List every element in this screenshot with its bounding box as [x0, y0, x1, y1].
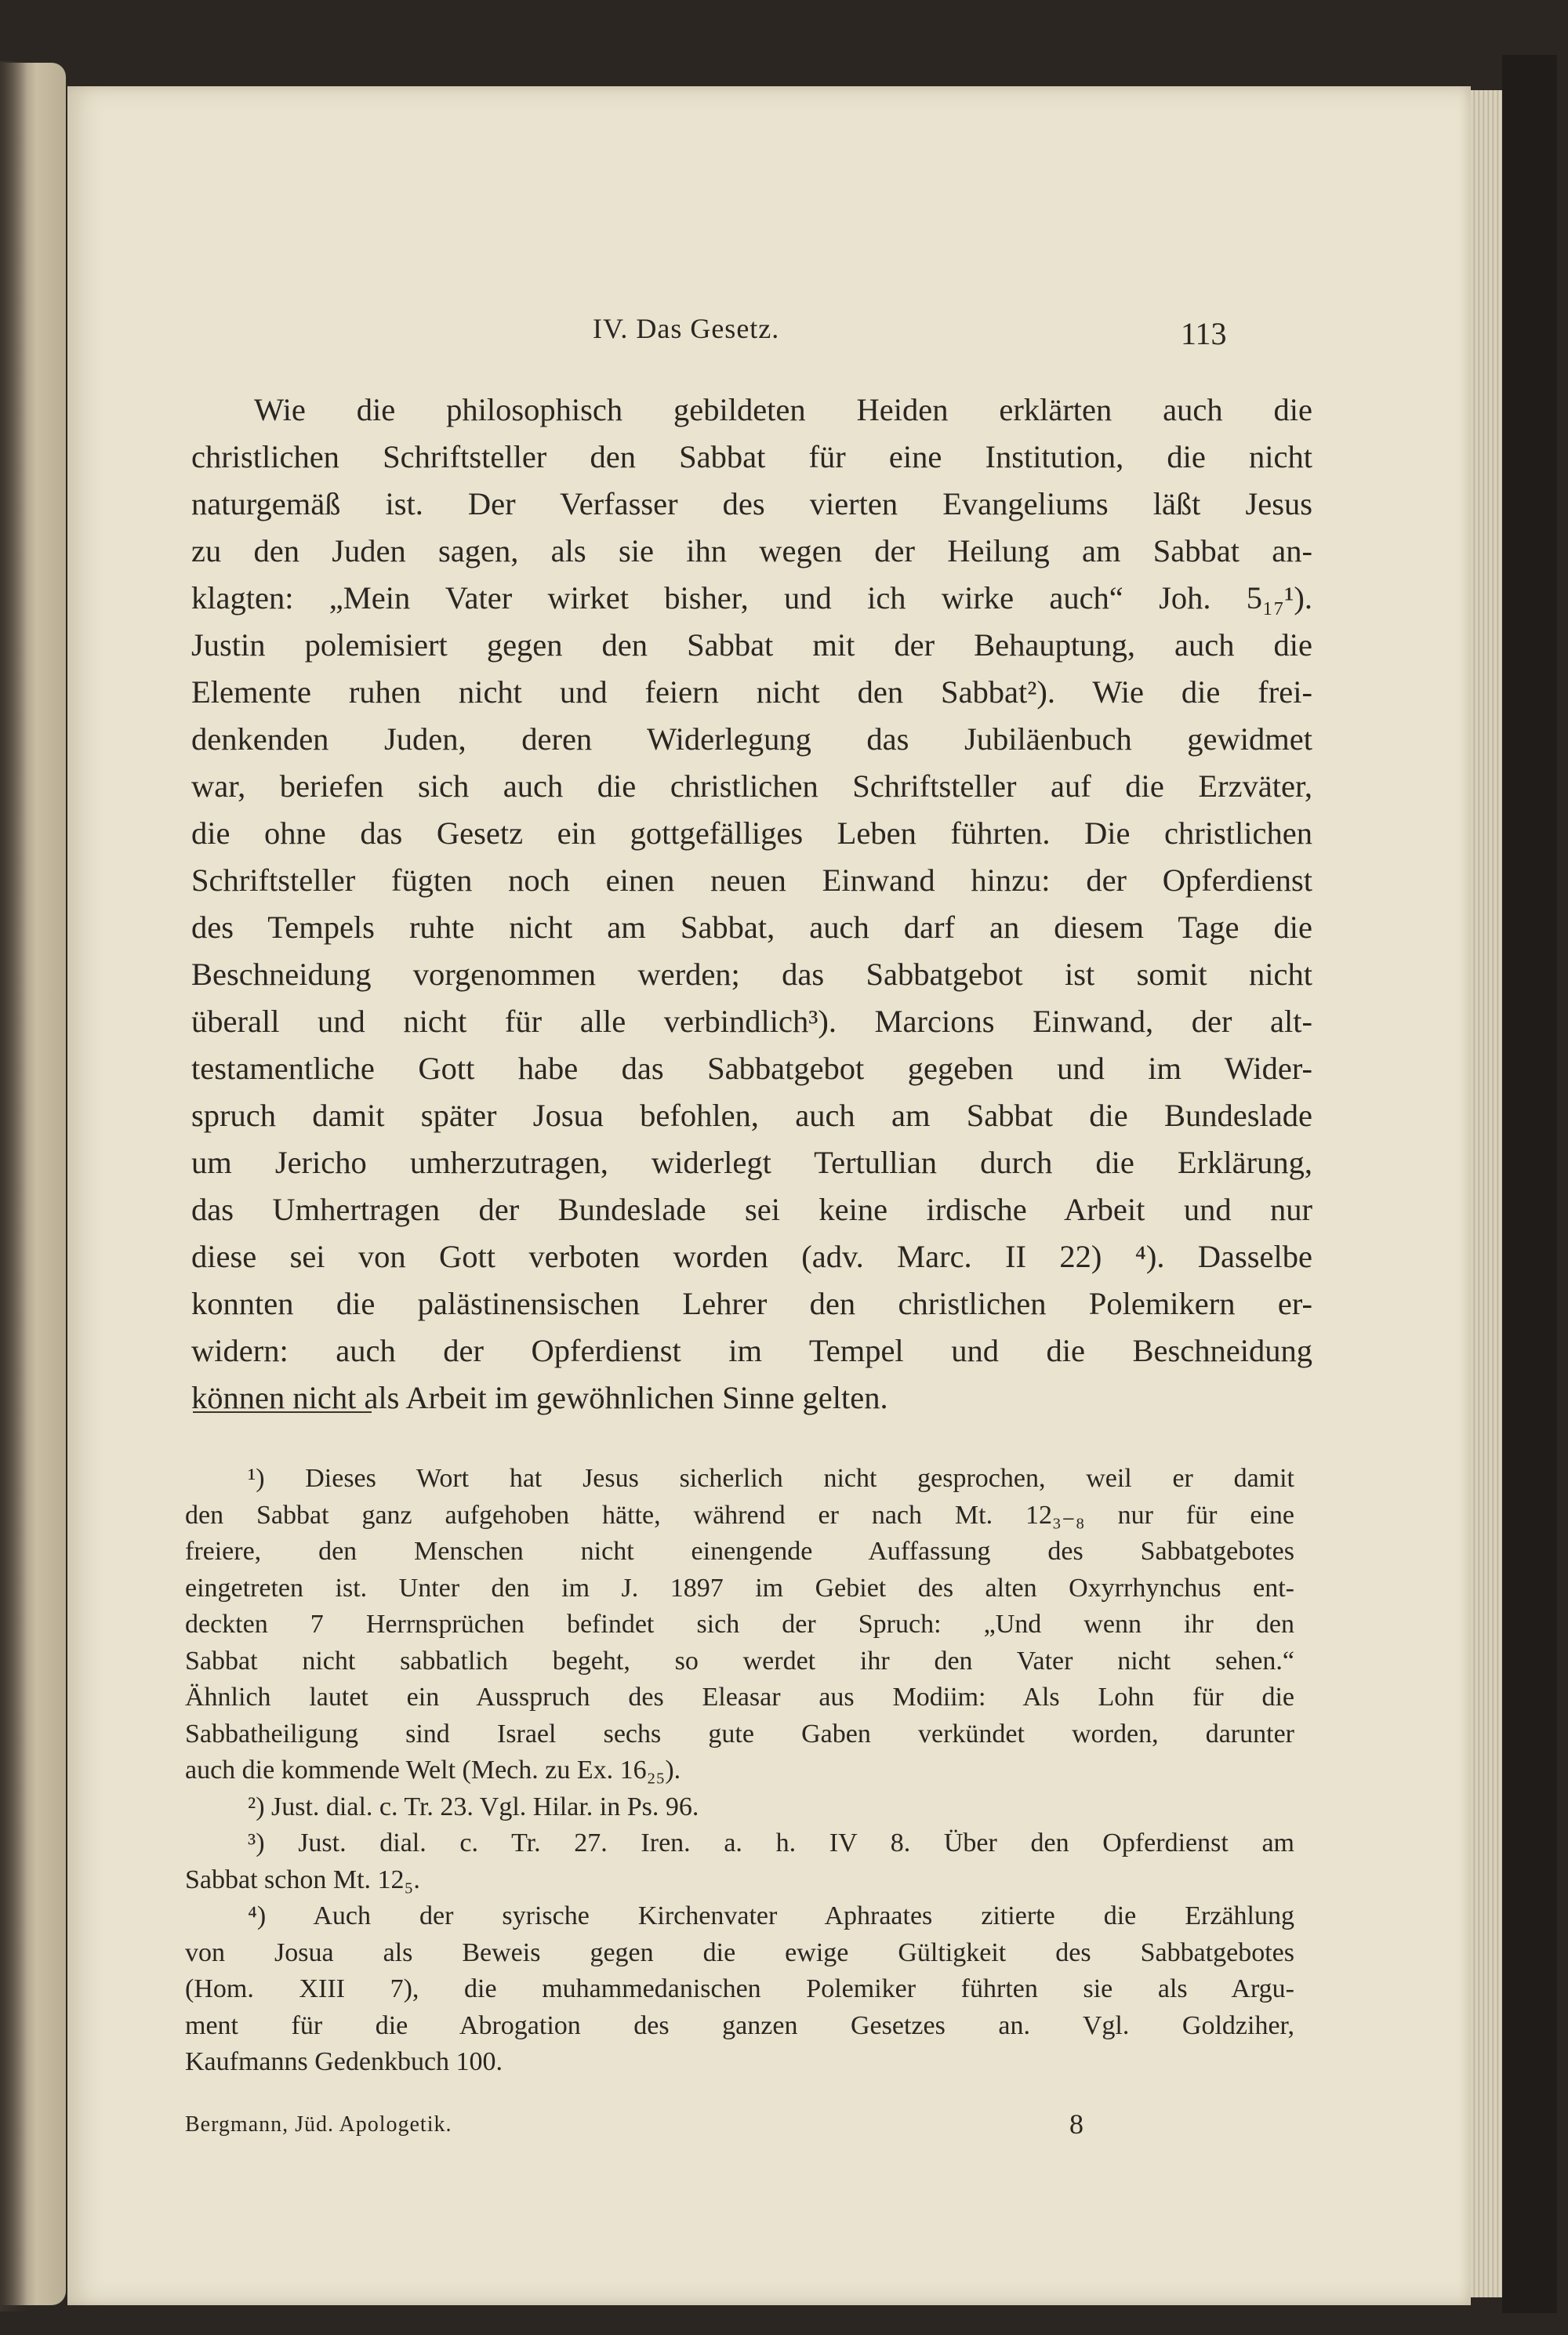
main-text: [191, 387, 1312, 1422]
text-line: christlichen Schriftsteller den Sabbat für eine Institution, die nicht: [191, 439, 1312, 474]
text-line: diese sei von Gott verboten worden (adv. Marc. II 22) ⁴). Dasselbe: [191, 1239, 1312, 1274]
footnote-line: ²) Just. dial. c. Tr. 23. Vgl. Hilar. in Ps. 96.: [248, 1792, 699, 1821]
signature-mark: 8: [1069, 2108, 1083, 2140]
text-line: zu den Juden sagen, als sie ihn wegen der Heilung am Sabbat an-: [191, 533, 1312, 568]
text-line: testamentliche Gott habe das Sabbatgebot gegeben und im Wider-: [191, 1051, 1312, 1086]
book-gutter: [0, 61, 67, 2311]
footer-author-title: Bergmann, Jüd. Apologetik.: [185, 2112, 452, 2137]
page-stack-edge: [1471, 90, 1502, 2297]
footnote-line: Sabbatheiligung sind Israel sechs gute Gaben verkündet worden, darunter: [185, 1719, 1294, 1749]
text-line: spruch damit später Josua befohlen, auch am Sabbat die Bundeslade: [191, 1098, 1312, 1133]
footnote-line: Ähnlich lautet ein Ausspruch des Eleasar aus Modiim: Als Lohn für die: [185, 1683, 1294, 1712]
footnote-line: auch die kommende Welt (Mech. zu Ex. 16₂₅).: [185, 1756, 681, 1785]
text-line: des Tempels ruhte nicht am Sabbat, auch darf an diesem Tage die: [191, 910, 1312, 945]
footnote-line: Kaufmanns Gedenkbuch 100.: [185, 2047, 503, 2076]
text-line: überall und nicht für alle verbindlich³). Marcions Einwand, der alt-: [191, 1004, 1312, 1039]
footnote-line: Sabbat nicht sabbatlich begeht, so werdet ihr den Vater nicht sehen.“: [185, 1646, 1294, 1676]
text-line: klagten: „Mein Vater wirket bisher, und ich wirke auch“ Joh. 5₁₇¹).: [191, 580, 1312, 616]
text-line: naturgemäß ist. Der Verfasser des vierten Evangeliums läßt Jesus: [191, 486, 1312, 521]
book-page: [67, 86, 1471, 2305]
footnote-divider: [193, 1411, 372, 1413]
text-line: widern: auch der Opferdienst im Tempel und die Beschneidung: [191, 1333, 1312, 1368]
text-line: Justin polemisiert gegen den Sabbat mit der Behauptung, auch die: [191, 627, 1312, 663]
text-line: um Jericho umherzutragen, widerlegt Tertullian durch die Erklärung,: [191, 1145, 1312, 1180]
footnote-line: eingetreten ist. Unter den im J. 1897 im Gebiet des alten Oxyrrhynchus ent-: [185, 1573, 1294, 1603]
footnote-line: ¹) Dieses Wort hat Jesus sicherlich nicht gesprochen, weil er damit: [248, 1464, 1294, 1493]
book-cover-edge: [1502, 55, 1557, 2313]
text-line: denkenden Juden, deren Widerlegung das Jubiläenbuch gewidmet: [191, 721, 1312, 757]
footnote-line: freiere, den Menschen nicht einengende Auffassung des Sabbatgebotes: [185, 1537, 1294, 1566]
footnote-line: Sabbat schon Mt. 12₅.: [185, 1865, 420, 1894]
footnote-line: von Josua als Beweis gegen die ewige Gültigkeit des Sabbatgebotes: [185, 1937, 1294, 1967]
text-line: die ohne das Gesetz ein gottgefälliges Leben führten. Die christlichen: [191, 815, 1312, 851]
text-line: Wie die philosophisch gebildeten Heiden erklärten auch die: [254, 392, 1312, 427]
footnote-line: deckten 7 Herrnsprüchen befindet sich der Spruch: „Und wenn ihr den: [185, 1610, 1294, 1639]
footnote-line: ⁴) Auch der syrische Kirchenvater Aphraates zitierte die Erzählung: [248, 1901, 1294, 1930]
text-line: können nicht als Arbeit im gewöhnlichen Sinne gelten.: [191, 1380, 888, 1415]
footnote-line: ment für die Abrogation des ganzen Gesetzes an. Vgl. Goldziher,: [185, 2010, 1294, 2040]
footnote-line: (Hom. XIII 7), die muhammedanischen Polemiker führten sie als Argu-: [185, 1974, 1294, 2003]
footnote-line: ³) Just. dial. c. Tr. 27. Iren. a. h. IV 8. Über den Opferdienst am: [248, 1828, 1294, 1857]
text-line: Elemente ruhen nicht und feiern nicht den Sabbat²). Wie die frei-: [191, 674, 1312, 710]
text-line: Schriftsteller fügten noch einen neuen Einwand hinzu: der Opferdienst: [191, 862, 1312, 898]
page-number: 113: [1181, 316, 1227, 351]
footnotes: [185, 1461, 1294, 2081]
footnote-line: den Sabbat ganz aufgehoben hätte, während er nach Mt. 12₃₋₈ nur für eine: [185, 1500, 1294, 1530]
text-line: Beschneidung vorgenommen werden; das Sabbatgebot ist somit nicht: [191, 957, 1312, 992]
text-line: das Umhertragen der Bundeslade sei keine irdische Arbeit und nur: [191, 1192, 1312, 1227]
running-title: IV. Das Gesetz.: [593, 313, 780, 344]
text-line: konnten die palästinensischen Lehrer den christlichen Polemikern er-: [191, 1286, 1312, 1321]
text-line: war, beriefen sich auch die christlichen Schriftsteller auf die Erzväter,: [191, 768, 1312, 804]
